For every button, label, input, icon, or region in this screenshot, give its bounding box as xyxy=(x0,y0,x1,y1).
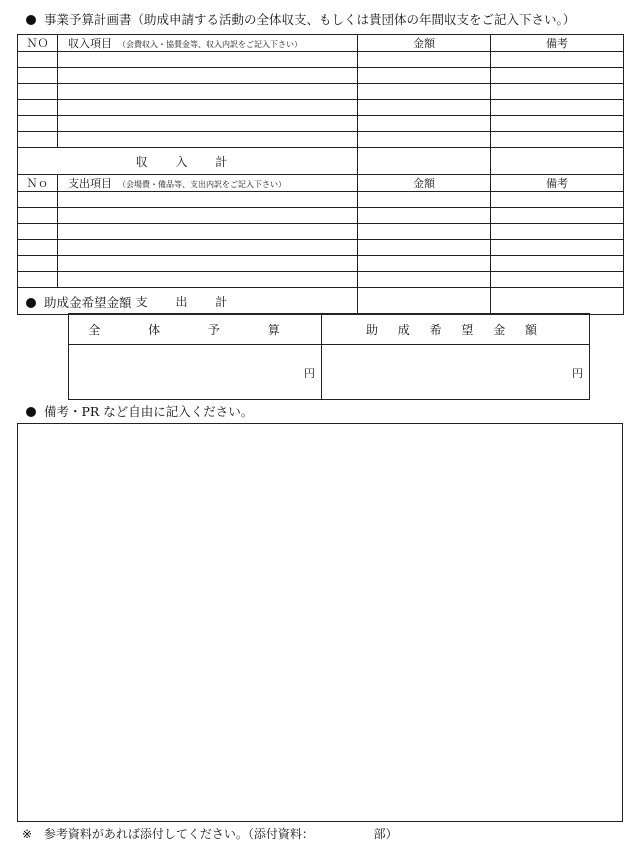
income-amount-cell[interactable] xyxy=(358,52,491,68)
income-table xyxy=(17,34,624,315)
bullet-icon xyxy=(26,15,36,25)
income-amount-header: 金額 xyxy=(358,35,491,52)
expense-amount-cell[interactable] xyxy=(358,272,491,288)
grant-request-header-row xyxy=(69,314,590,345)
expense-total-remarks-cell[interactable] xyxy=(491,288,624,315)
income-row xyxy=(18,132,624,148)
expense-amount-cell[interactable] xyxy=(358,208,491,224)
expense-no-cell[interactable] xyxy=(18,224,58,240)
requested-amount-field[interactable] xyxy=(322,345,590,400)
expense-row xyxy=(18,256,624,272)
requested-amount-header xyxy=(322,314,590,345)
expense-row xyxy=(18,224,624,240)
grant-request-title: 助成金希望金額 xyxy=(44,295,132,310)
income-row xyxy=(18,100,624,116)
income-remarks-cell[interactable] xyxy=(491,68,624,84)
expense-no-header: Ｎｏ xyxy=(18,175,58,192)
expense-row xyxy=(18,240,624,256)
income-amount-cell[interactable] xyxy=(358,132,491,148)
income-item-cell[interactable] xyxy=(58,100,358,116)
income-item-header xyxy=(58,35,358,52)
expense-remarks-cell[interactable] xyxy=(491,256,624,272)
income-no-cell[interactable] xyxy=(18,116,58,132)
income-item-cell[interactable] xyxy=(58,132,358,148)
expense-item-cell[interactable] xyxy=(58,240,358,256)
remarks-pr-heading xyxy=(26,404,253,420)
requested-amount-label: 助 成 希 望 金 額 xyxy=(365,322,546,337)
income-amount-cell[interactable] xyxy=(358,68,491,84)
income-total-text: 収 入 計 xyxy=(135,154,240,169)
expense-item-cell[interactable] xyxy=(58,272,358,288)
budget-plan-title: 事業予算計画書（助成申請する活動の全体収支、もしくは貴団体の年間収支をご記入下さい。） xyxy=(44,12,576,27)
income-row xyxy=(18,52,624,68)
requested-amount-yen: 円 xyxy=(572,367,583,380)
income-item-cell[interactable] xyxy=(58,68,358,84)
expense-amount-cell[interactable] xyxy=(358,240,491,256)
expense-item-header-label: 支出項目 xyxy=(68,177,112,190)
expense-remarks-cell[interactable] xyxy=(491,192,624,208)
income-remarks-cell[interactable] xyxy=(491,52,624,68)
total-budget-field[interactable] xyxy=(69,345,322,400)
income-item-header-label: 収入項目 xyxy=(68,37,112,50)
expense-amount-header: 金額 xyxy=(358,175,491,192)
grant-request-heading xyxy=(26,295,132,311)
expense-row xyxy=(18,208,624,224)
expense-header-row xyxy=(18,175,624,192)
expense-no-cell[interactable] xyxy=(18,240,58,256)
income-no-header: ＮＯ xyxy=(18,35,58,52)
income-total-remarks-cell[interactable] xyxy=(491,148,624,175)
income-remarks-cell[interactable] xyxy=(491,84,624,100)
expense-amount-cell[interactable] xyxy=(358,256,491,272)
attachment-note xyxy=(22,825,398,842)
expense-item-cell[interactable] xyxy=(58,208,358,224)
attachment-note-suffix: 部） xyxy=(373,827,398,841)
income-remarks-header: 備考 xyxy=(491,35,624,52)
expense-item-cell[interactable] xyxy=(58,256,358,272)
expense-remarks-cell[interactable] xyxy=(491,272,624,288)
expense-row xyxy=(18,192,624,208)
total-budget-yen: 円 xyxy=(304,367,315,380)
income-no-cell[interactable] xyxy=(18,52,58,68)
expense-total-text: 支 出 計 xyxy=(135,294,240,309)
expense-total-amount-cell[interactable] xyxy=(358,288,491,315)
grant-request-table xyxy=(68,313,590,400)
expense-remarks-cell[interactable] xyxy=(491,240,624,256)
income-total-row xyxy=(18,148,624,175)
income-amount-cell[interactable] xyxy=(358,100,491,116)
expense-item-note: （会場費・備品等、支出内訳をご記入下さい） xyxy=(118,180,286,189)
note-mark: ※ xyxy=(22,827,33,841)
expense-item-cell[interactable] xyxy=(58,224,358,240)
expense-no-cell[interactable] xyxy=(18,256,58,272)
income-no-cell[interactable] xyxy=(18,100,58,116)
income-total-label xyxy=(18,148,358,175)
total-budget-header xyxy=(69,314,322,345)
income-item-cell[interactable] xyxy=(58,116,358,132)
income-header-row xyxy=(18,35,624,52)
income-total-amount-cell[interactable] xyxy=(358,148,491,175)
expense-amount-cell[interactable] xyxy=(358,192,491,208)
income-row xyxy=(18,84,624,100)
grant-request-value-row xyxy=(69,345,590,400)
income-no-cell[interactable] xyxy=(18,132,58,148)
income-amount-cell[interactable] xyxy=(358,116,491,132)
budget-plan-heading xyxy=(26,12,575,28)
expense-item-cell[interactable] xyxy=(58,192,358,208)
total-budget-label: 全 体 予 算 xyxy=(88,322,302,337)
bullet-icon xyxy=(26,298,36,308)
attachment-note-text: 参考資料があれば添付してください。（添付資料： xyxy=(43,827,314,841)
income-remarks-cell[interactable] xyxy=(491,116,624,132)
expense-no-cell[interactable] xyxy=(18,208,58,224)
income-no-cell[interactable] xyxy=(18,68,58,84)
remarks-pr-textarea[interactable] xyxy=(17,423,623,822)
income-row xyxy=(18,68,624,84)
expense-remarks-header: 備考 xyxy=(491,175,624,192)
expense-row xyxy=(18,272,624,288)
income-remarks-cell[interactable] xyxy=(491,132,624,148)
expense-remarks-cell[interactable] xyxy=(491,224,624,240)
income-row xyxy=(18,116,624,132)
income-item-note: （会費収入・協賛金等、収入内訳をご記入下さい） xyxy=(118,40,302,49)
remarks-pr-title: 備考・PR など自由に記入ください。 xyxy=(44,404,254,419)
income-item-cell[interactable] xyxy=(58,52,358,68)
income-amount-cell[interactable] xyxy=(358,84,491,100)
expense-no-cell[interactable] xyxy=(18,272,58,288)
expense-amount-cell[interactable] xyxy=(358,224,491,240)
expense-remarks-cell[interactable] xyxy=(491,208,624,224)
income-item-cell[interactable] xyxy=(58,84,358,100)
expense-item-header xyxy=(58,175,358,192)
income-remarks-cell[interactable] xyxy=(491,100,624,116)
expense-no-cell[interactable] xyxy=(18,192,58,208)
income-no-cell[interactable] xyxy=(18,84,58,100)
bullet-icon xyxy=(26,407,36,417)
